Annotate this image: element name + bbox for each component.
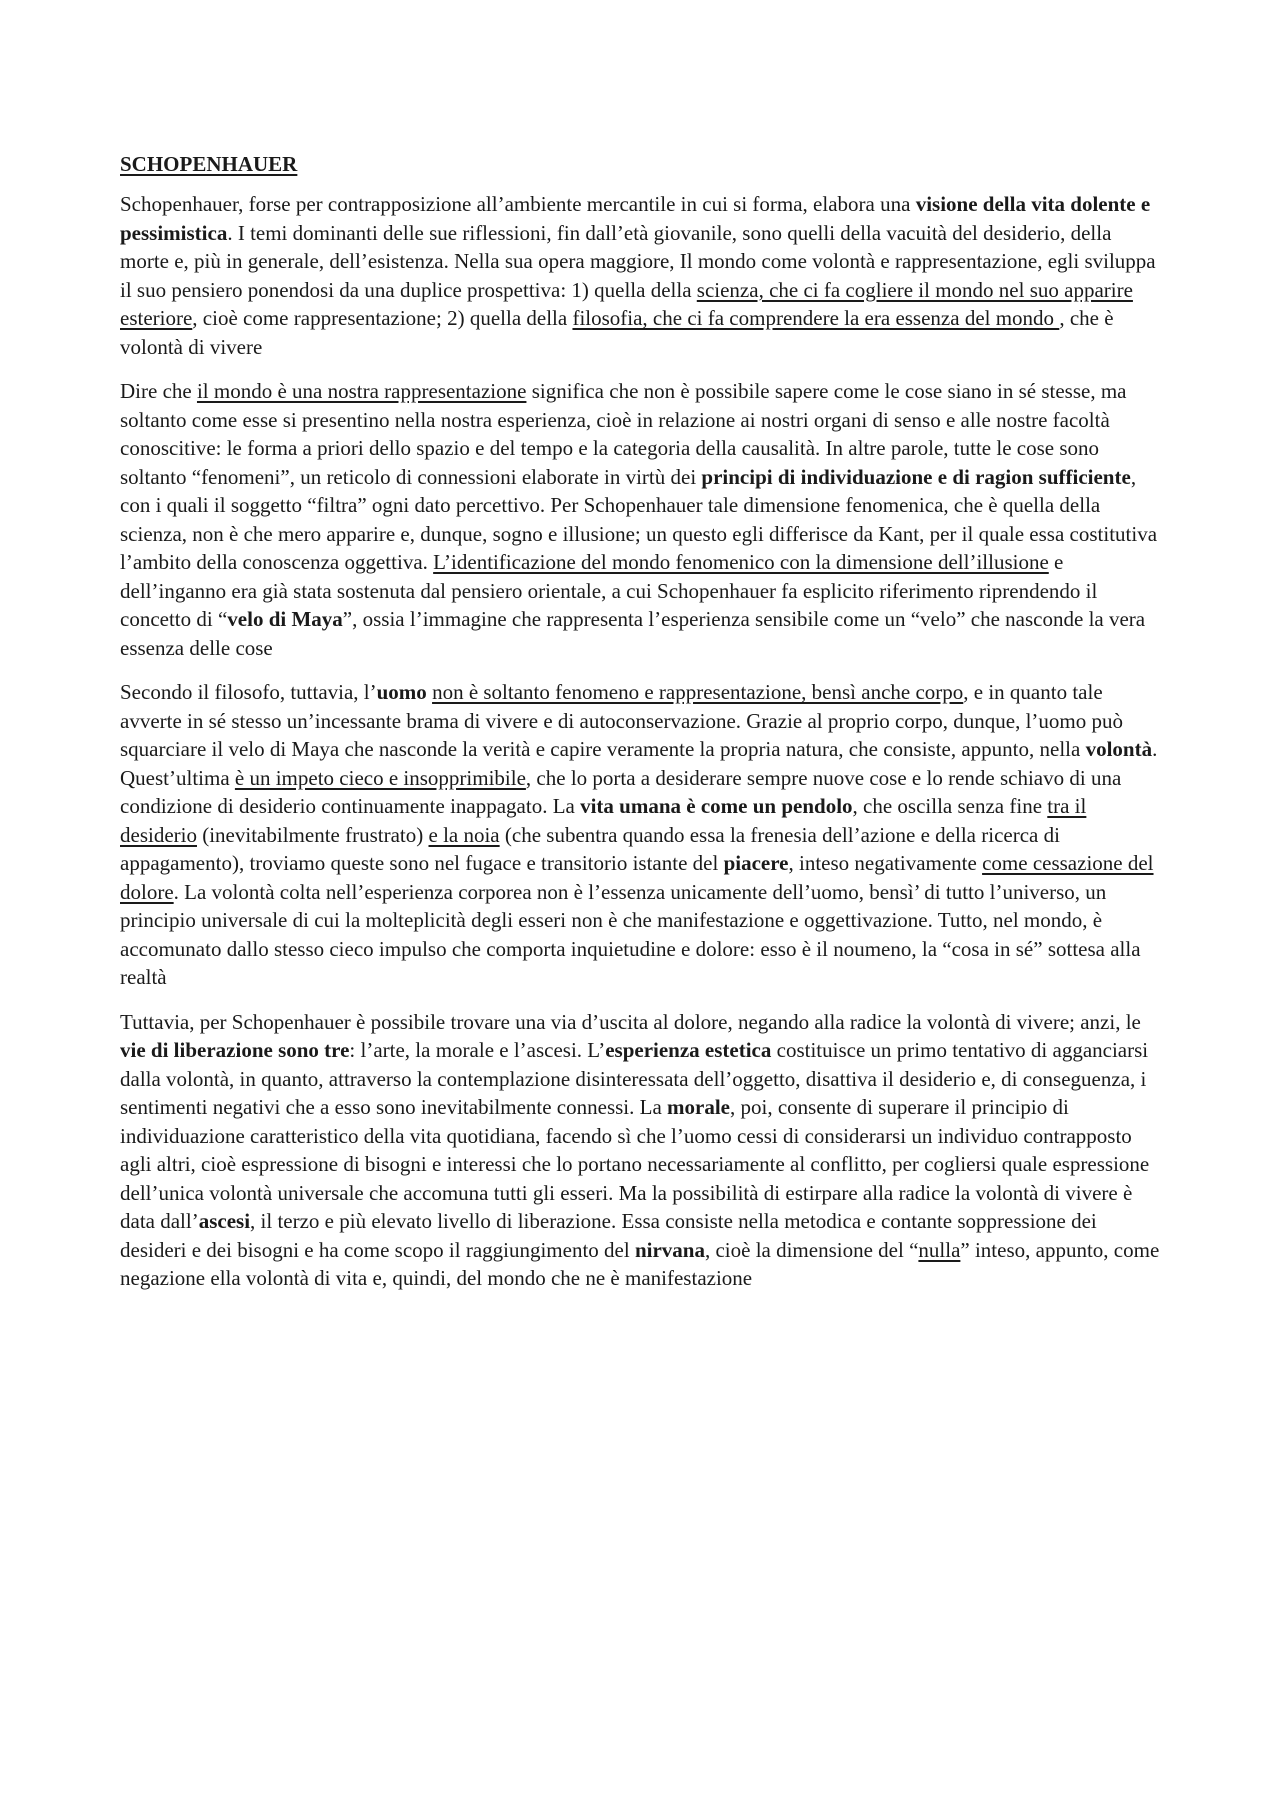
text-run: costituisce un primo tentativo di agganciarsi dalla volontà, in quanto, attraverso la contemplazione disinteressata dell’oggetto, disattiva il desiderio e, di conseguenza, i sentimenti negativi che a esso sono inevitabilmente connessi. La [120,1038,1149,1119]
text-run: , che è volontà di vivere [120,306,1114,359]
underlined-text: nulla [918,1237,961,1262]
text-run: . La volontà colta nell’esperienza corporea non è l’essenza unicamente dell’uomo, bensì’ di tutto l’universo, un principio universale di cui la molteplicità degli esseri non è che manifestazione e oggettivazione. Tutto, nel mondo, è accomunato dallo stesso cieco impulso che comporta inquietudine e dolore: esso è il noumeno, la “cosa in sé” sottesa alla realtà [120,879,1141,989]
underlined-text: il mondo è una nostra rappresentazione [196,379,527,403]
text-run: , il terzo e più elevato livello di liberazione. Essa consiste nella metodica e contante soppressione dei desideri e dei bisogni e ha come scopo il raggiungimento del [120,1209,1097,1262]
paragraph [120,678,1165,992]
underlined-text: non è soltanto fenomeno e rappresentazione, bensì anche corpo [432,680,964,704]
bold-text: ascesi [198,1209,251,1233]
underlined-text: e la noia [428,822,500,847]
text-run: , cioè come rappresentazione; 2) quella della [192,306,573,330]
document-page [120,150,1165,1309]
bold-text: volontà [1085,737,1153,761]
text-run: ”, ossia l’immagine che rappresenta l’esperienza sensibile come un “velo” che nasconde la vera essenza delle cose [120,607,1146,660]
underlined-text: è un impeto cieco e insopprimibile [234,765,526,790]
text-run: , con i quali il soggetto “filtra” ogni dato percettivo. Per Schopenhauer tale dimensione fenomenica, che è quella della scienza, non è che mero apparire e, dunque, sogno e illusione; un questo egli differisce da Kant, per il quale essa costitutiva l’ambito della conoscenza oggettiva. [120,464,1158,574]
text-run: ” inteso, appunto, come negazione ella volontà di vita e, quindi, del mondo che ne è manifestazione [120,1237,1160,1290]
paragraph [120,1008,1165,1293]
text-run: : l’arte, la morale e l’ascesi. L’ [349,1038,606,1062]
bold-text: morale [667,1095,731,1119]
text-run: Schopenhauer, forse per contrapposizione all’ambiente mercantile in cui si forma, elabora una [120,192,916,216]
text-run: (che subentra quando essa la frenesia dell’azione e della ricerca di appagamento), troviamo queste sono nel fugace e transitorio istante del [120,822,1060,875]
text-run: Secondo il filosofo, tuttavia, l’ [120,680,377,704]
bold-text: velo di Maya [227,607,343,631]
text-run: , inteso negativamente [788,851,983,875]
bold-text: visione della vita dolente e pessimistica [120,192,1151,245]
text-run: Dire che [120,379,197,403]
text-run: , che oscilla senza fine [852,794,1048,818]
text-run: (inevitabilmente frustrato) [196,822,429,847]
bold-text: vita umana è come un pendolo [580,794,853,818]
bold-text: vie di liberazione sono tre [120,1038,350,1062]
text-run: . Quest’ultima [120,737,1158,790]
document-body [120,190,1165,1293]
bold-text: piacere [723,851,789,875]
underlined-text: L’identificazione del mondo fenomenico con la dimensione dell’illusione [433,550,1049,574]
paragraph [120,190,1165,361]
underlined-text: scienza, che ci fa cogliere il mondo nel suo apparire esteriore [120,277,1133,330]
text-run: Tuttavia, per Schopenhauer è possibile trovare una via d’uscita al dolore, negando alla radice la volontà di vivere; anzi, le [120,1009,1141,1034]
text-run: , e in quanto tale avverte in sé stesso un’incessante brama di vivere e di autoconservazione. Grazie al proprio corpo, dunque, l’uomo può squarciare il velo di Maya che nasconde la verità e capire veramente la propria natura, che consiste, appunto, nella [120,680,1123,761]
bold-text: uomo [376,680,427,704]
text-run: , poi, consente di superare il principio di individuazione caratteristico della vita quotidiana, facendo sì che l’uomo cessi di considerarsi un individuo contrapposto agli altri, cioè espressione di bisogni e interessi che lo portano necessariamente al conflitto, per cogliersi quale espressione dell’unica volontà universale che accomuna tutti gli esseri. Ma la possibilità di estirpare alla radice la volontà di vivere è data dall’ [120,1095,1150,1233]
text-run: , che lo porta a desiderare sempre nuove cose e lo rende schiavo di una condizione di desiderio continuamente inappagato. La [120,765,1122,818]
text-run: , cioè la dimensione del “ [704,1237,919,1262]
text-run: e dell’inganno era già stata sostenuta dal pensiero orientale, a cui Schopenhauer fa esplicito riferimento riprendendo il concetto di “ [120,550,1098,631]
underlined-text: come cessazione del dolore [120,851,1154,904]
text-run: significa che non è possibile sapere come le cose siano in sé stesse, ma soltanto come esse si presentino nella nostra esperienza, cioè in relazione ai nostri organi di senso e alle nostre facoltà conoscitive: le forma a priori dello spazio e del tempo e la categoria della causalità. In altre parole, tutte le cose sono soltanto “fenomeni”, un reticolo di connessioni elaborate in virtù dei [120,379,1127,489]
underlined-text: filosofia, che ci fa comprendere la era essenza del mondo [572,306,1060,330]
bold-text: esperienza estetica [605,1038,772,1062]
page-title: SCHOPENHAUER [120,152,298,176]
underlined-text: tra il desiderio [120,794,1087,847]
paragraph [120,377,1165,662]
bold-text: principi di individuazione e di ragion sufficiente [701,464,1131,489]
text-run: . I temi dominanti delle sue riflessioni, fin dall’età giovanile, sono quelli della vacuità del desiderio, della morte e, più in generale, dell’esistenza. Nella sua opera maggiore, Il mondo come volontà e rappresentazione, egli sviluppa il suo pensiero ponendosi da una duplice prospettiva: 1) quella della [120,220,1156,302]
bold-text: nirvana [634,1237,705,1262]
